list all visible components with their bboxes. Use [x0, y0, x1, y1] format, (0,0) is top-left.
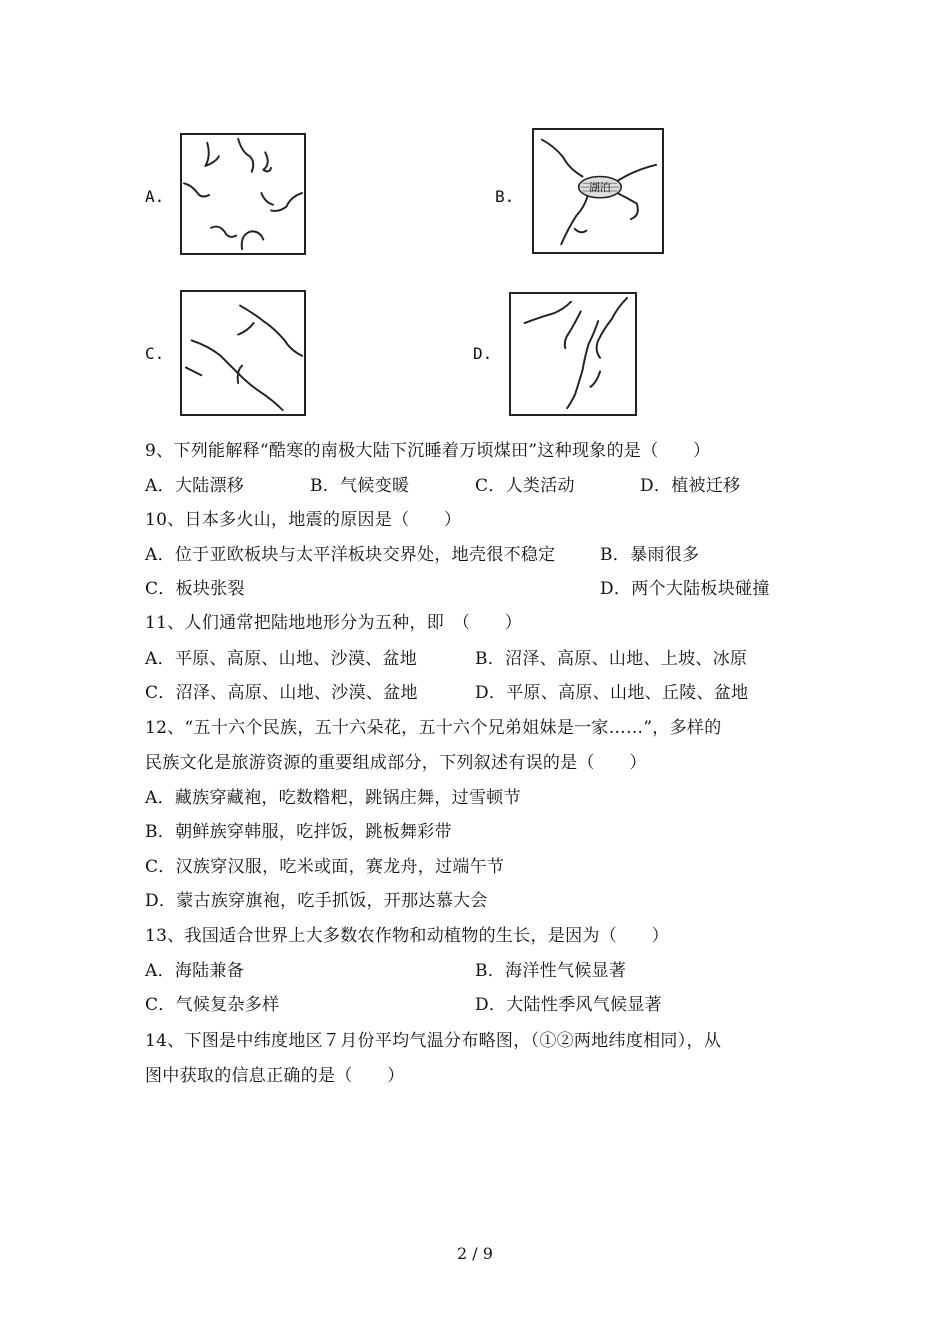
q13-option-c: C．气候复杂多样 — [145, 995, 280, 1015]
q12-option-a: A．藏族穿藏袍，吃数糌粑，跳锅庄舞，过雪顿节 — [145, 788, 521, 808]
map-d-figure — [509, 292, 637, 416]
q13-option-a: A．海陆兼备 — [145, 961, 245, 981]
q13-option-b: B．海洋性气候显著 — [475, 961, 627, 981]
q10-option-a: A．位于亚欧板块与太平洋板块交界处，地壳很不稳定 — [145, 545, 556, 565]
river-map-a — [182, 135, 304, 253]
river-map-d — [511, 294, 635, 414]
map-option-a-label: A. — [145, 187, 165, 206]
question-11-stem: 11、人们通常把陆地地形分为五种，即 （ ） — [145, 613, 523, 633]
river-map-c — [182, 292, 304, 414]
q12-option-b: B．朝鲜族穿韩服，吃拌饭，跳板舞彩带 — [145, 822, 452, 842]
map-option-b-label: B. — [495, 187, 515, 206]
question-12-stem-line2: 民族文化是旅游资源的重要组成部分，下列叙述有误的是（ ） — [145, 753, 647, 773]
q10-option-b: B．暴雨很多 — [600, 545, 700, 565]
map-a-figure — [180, 133, 306, 255]
q10-option-c: C．板块张裂 — [145, 579, 245, 599]
map-option-c-label: C. — [145, 344, 165, 363]
q11-option-c: C．沼泽、高原、山地、沙漠、盆地 — [145, 683, 418, 703]
question-14-stem-line2: 图中获取的信息正确的是（ ） — [145, 1066, 405, 1086]
q9-option-d: D．植被迁移 — [640, 476, 741, 496]
map-b-figure — [532, 128, 664, 254]
q9-option-a: A．大陆漂移 — [145, 476, 245, 496]
q10-option-d: D．两个大陆板块碰撞 — [600, 579, 770, 599]
q9-option-b: B．气候变暖 — [310, 476, 410, 496]
map-c-figure — [180, 290, 306, 416]
q11-option-a: A．平原、高原、山地、沙漠、盆地 — [145, 649, 418, 669]
q11-option-b: B．沼泽、高原、山地、上坡、冰原 — [475, 649, 748, 669]
q11-option-d: D．平原、高原、山地、丘陵、盆地 — [475, 683, 749, 703]
q9-option-c: C．人类活动 — [475, 476, 575, 496]
q13-option-d: D．大陆性季风气候显著 — [475, 995, 662, 1015]
q12-option-d: D．蒙古族穿旗袍，吃手抓饭，开那达慕大会 — [145, 891, 488, 911]
lake-label: 湖泊 — [589, 181, 611, 194]
q12-option-c: C．汉族穿汉服，吃米或面，赛龙舟，过端午节 — [145, 857, 505, 877]
question-13-stem: 13、我国适合世界上大多数农作物和动植物的生长，是因为（ ） — [145, 926, 669, 946]
question-10-stem: 10、日本多火山，地震的原因是（ ） — [145, 510, 462, 530]
river-map-b — [534, 130, 662, 252]
page-number: 2 / 9 — [457, 1244, 493, 1263]
question-12-stem-line1: 12、“五十六个民族，五十六朵花，五十六个兄弟姐妹是一家……”，多样的 — [145, 718, 722, 738]
question-9-stem: 9、下列能解释“酷寒的南极大陆下沉睡着万顷煤田”这种现象的是（ ） — [145, 441, 711, 461]
question-14-stem-line1: 14、下图是中纬度地区７月份平均气温分布略图，（①②两地纬度相同），从 — [145, 1031, 722, 1051]
map-option-d-label: D. — [473, 344, 493, 363]
